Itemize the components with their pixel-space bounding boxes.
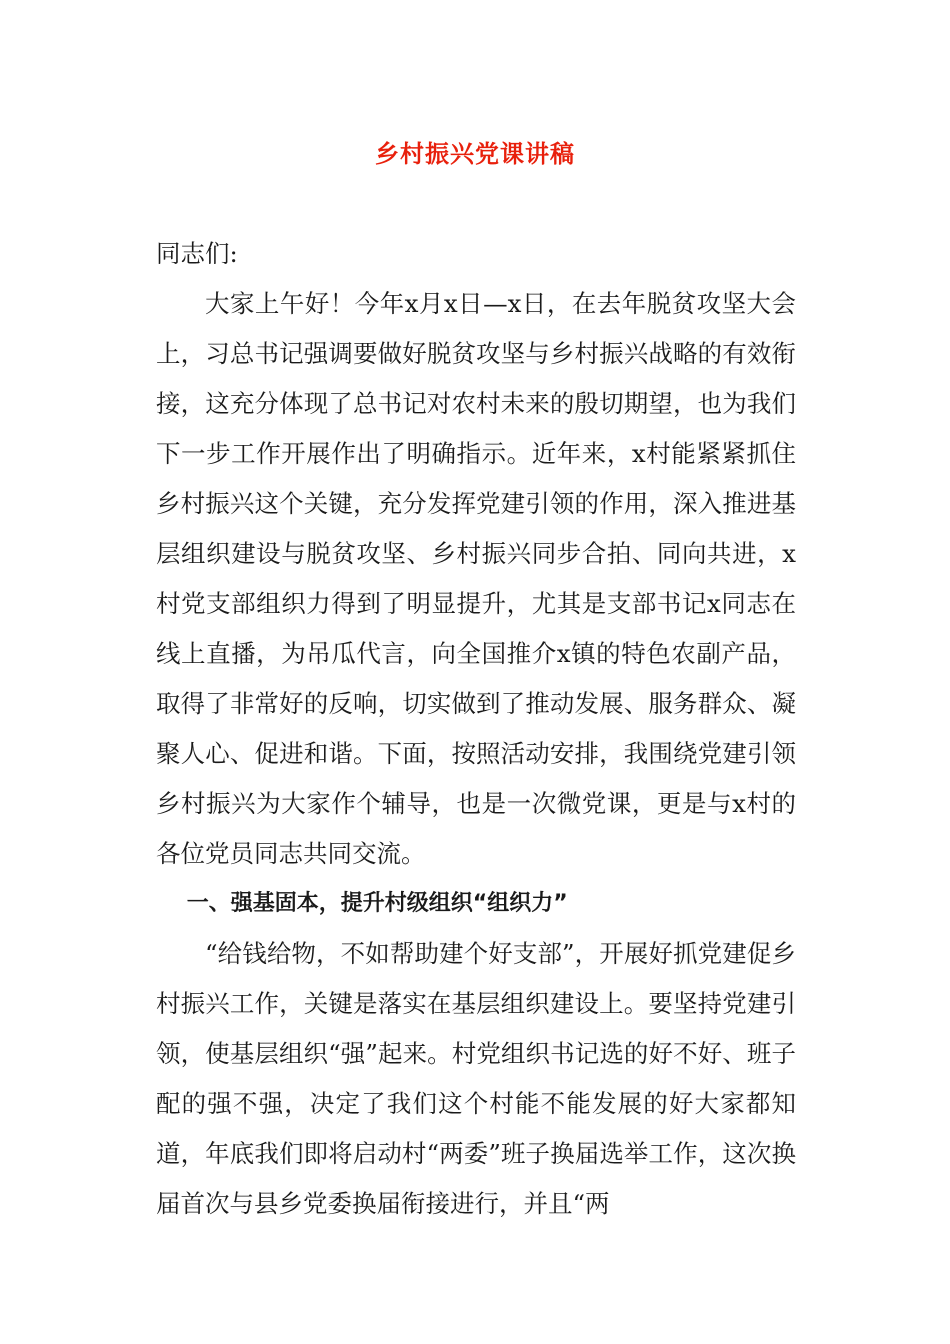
section-heading-1: 一、强基固本，提升村级组织“组织力” (186, 891, 568, 916)
paragraph-section-1: “给钱给物，不如帮助建个好支部”，开展好抓党建促乡村振兴工作，关键是落实在基层组织建设上。要坚持党建引领，使基层组织“强”起来。村党组织书记选的好不好、班子配的强不强，决定了我们这个村能不能发展的好大家都知道，年底我们即将启动村“两委”班子换届选举工作，这次换届首次与县乡党委换届衔接进行，并且“两 (156, 939, 796, 1218)
paragraph-opening: 大家上午好！今年x月x日—x日，在去年脱贫攻坚大会上，习总书记强调要做好脱贫攻坚与乡村振兴战略的有效衔接，这充分体现了总书记对农村未来的殷切期望，也为我们下一步工作开展作出了明确指示。近年来，x村能紧紧抓住乡村振兴这个关键，充分发挥党建引领的作用，深入推进基层组织建设与脱贫攻坚、乡村振兴同步合拍、同向共进，x村党支部组织力得到了明显提升，尤其是支部书记x同志在线上直播，为吊瓜代言，向全国推介x镇的特色农副产品，取得了非常好的反响，切实做到了推动发展、服务群众、凝聚人心、促进和谐。下面，按照活动安排，我围绕党建引领乡村振兴为大家作个辅导，也是一次微党课，更是与x村的各位党员同志共同交流。 (156, 289, 796, 868)
document-body (156, 229, 796, 1229)
document-title: 乡村振兴党课讲稿 (375, 139, 575, 168)
salutation: 同志们: (156, 239, 238, 268)
